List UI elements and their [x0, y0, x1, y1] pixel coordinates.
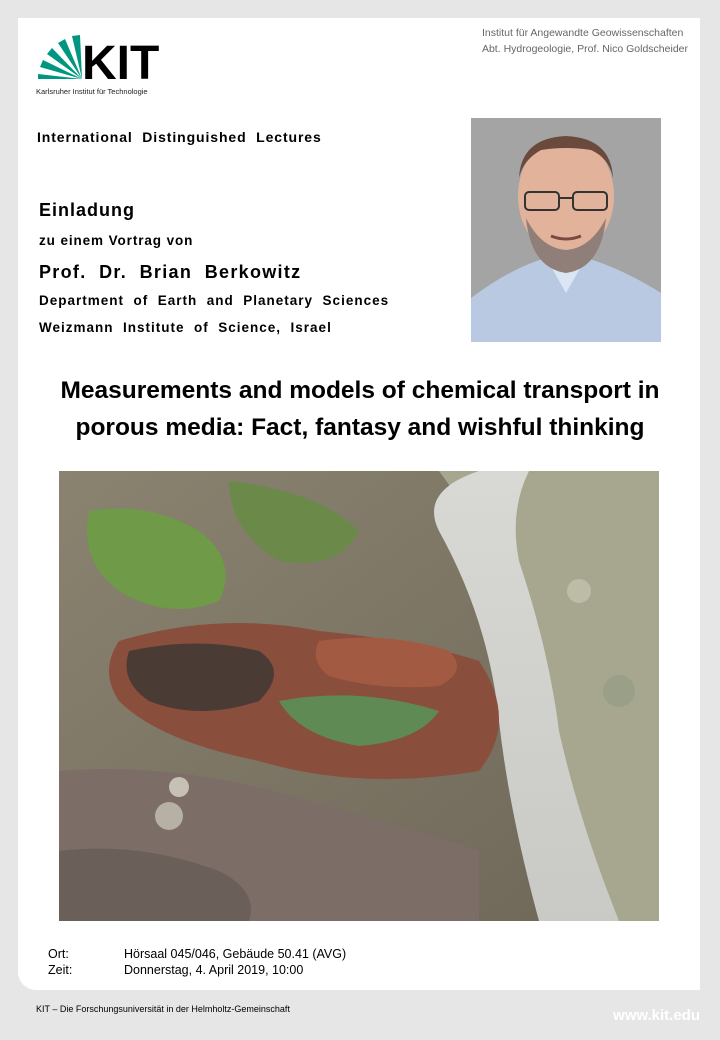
kit-logo-fan-icon [38, 35, 82, 79]
place-label: Ort: [48, 947, 69, 961]
institute-name: Institut für Angewandte Geowissenschaften [481, 27, 684, 39]
time-row [48, 962, 346, 978]
speaker-department: Department of Earth and Planetary Sciences [39, 293, 390, 308]
time-label: Zeit: [48, 963, 73, 977]
time-value: Donnerstag, 4. April 2019, 10:00 [124, 963, 304, 977]
footer-tagline: KIT – Die Forschungsuniversität in der Helmholtz-Gemeinschaft [36, 1004, 290, 1014]
speaker-institution: Weizmann Institute of Science, Israel [39, 320, 332, 335]
hot-spring-photo [59, 471, 659, 921]
event-details [48, 946, 346, 978]
invitation-subheading: zu einem Vortrag von [39, 233, 194, 248]
kit-logo-text: KIT [82, 37, 160, 90]
place-value: Hörsaal 045/046, Gebäude 50.41 (AVG) [124, 947, 347, 961]
institute-block [482, 25, 688, 57]
kit-logo-caption: Karlsruher Institut für Technologie [36, 87, 148, 96]
lecture-title-line-1: Measurements and models of chemical transport in [60, 377, 660, 404]
lecture-title-line-2: porous media: Fact, fantasy and wishful thinking [75, 414, 645, 441]
lecture-title [20, 372, 700, 446]
invitation-heading: Einladung [39, 200, 135, 220]
speaker-portrait [471, 118, 661, 342]
footer-url[interactable]: www.kit.edu [613, 1007, 700, 1024]
place-row [48, 946, 346, 962]
speaker-name: Prof. Dr. Brian Berkowitz [39, 262, 302, 282]
department-name: Abt. Hydrogeologie, Prof. Nico Goldscheider [481, 43, 688, 55]
lecture-series: International Distinguished Lectures [37, 129, 322, 145]
